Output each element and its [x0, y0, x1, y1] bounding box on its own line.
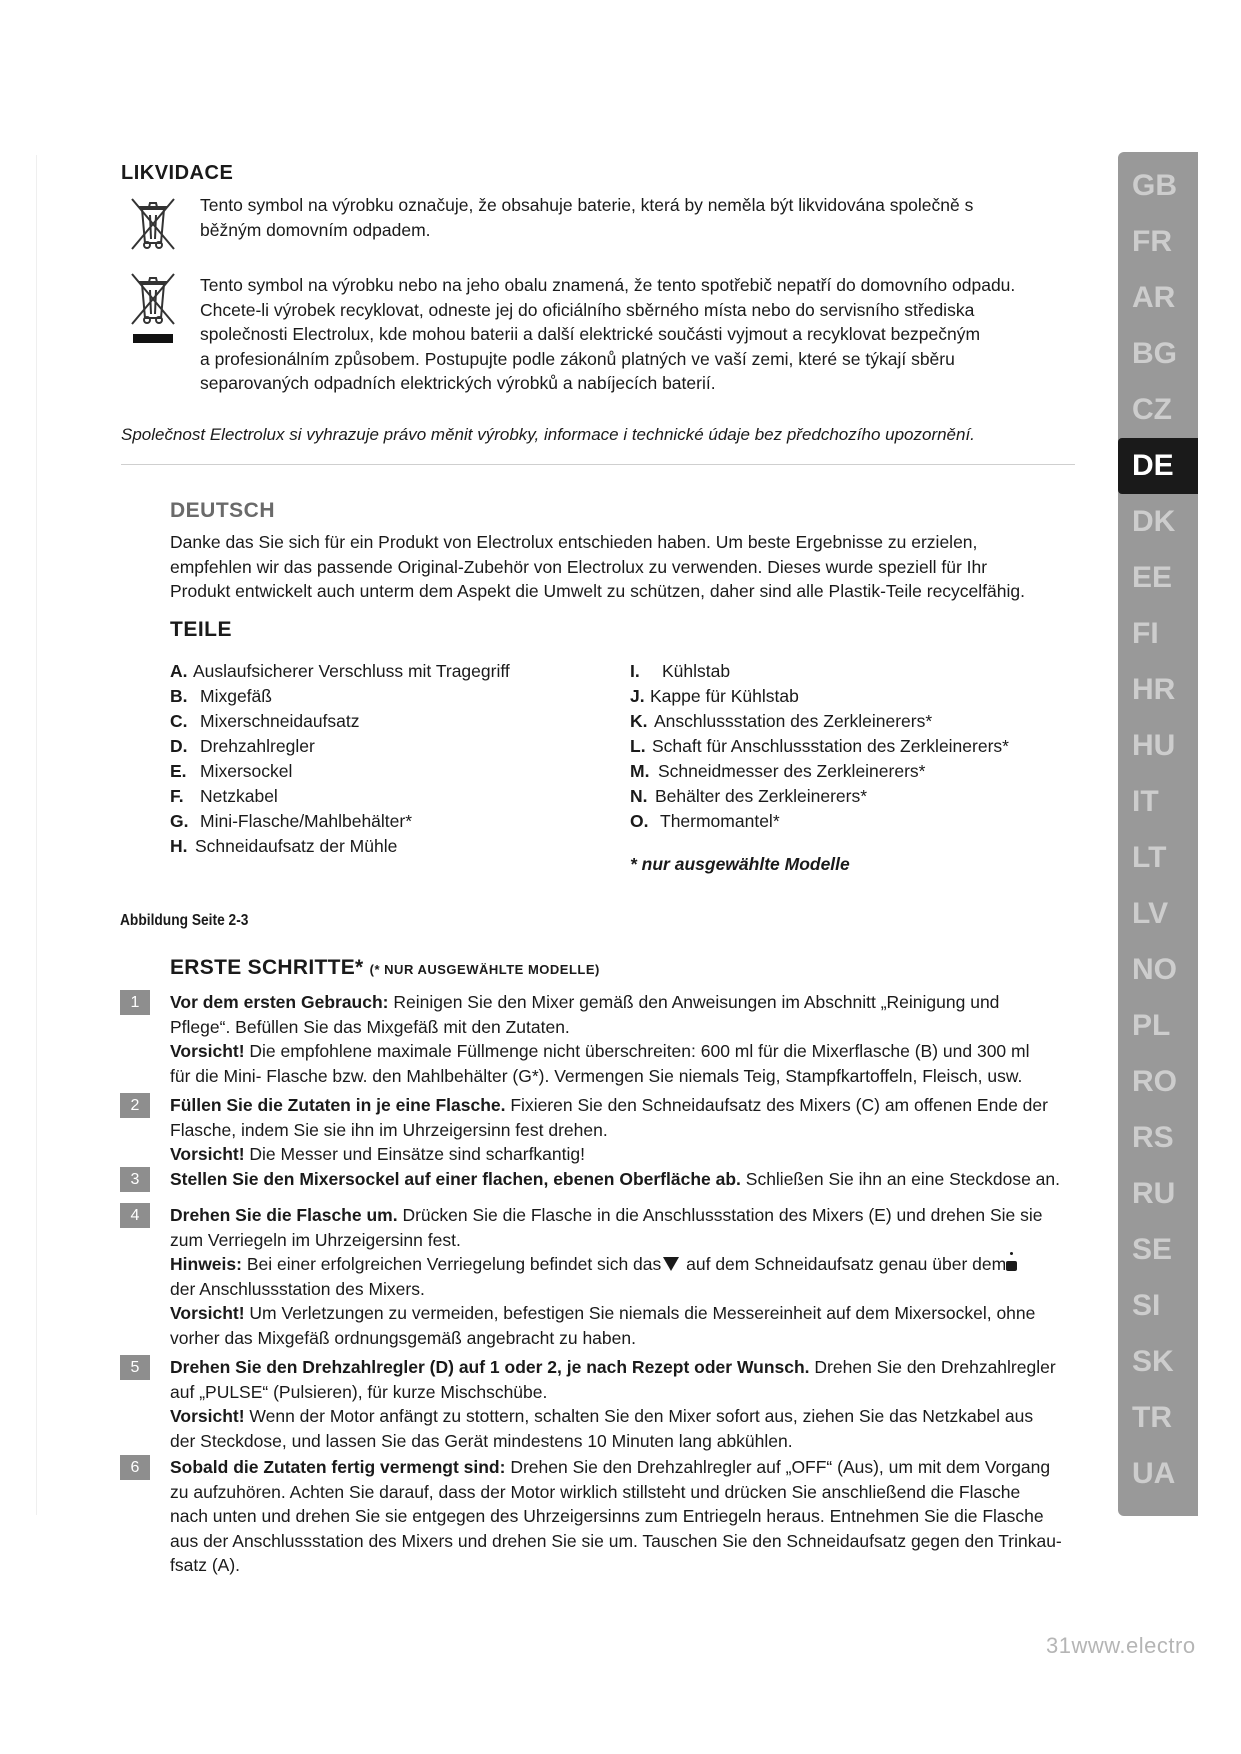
step-text: Füllen Sie die Zutaten in je eine Flasche. Fixieren Sie den Schneidaufsatz des Mixers (C) am offenen Ende der Flasche, indem Sie sie ihn im Uhrzeigersinn fest drehen. Vorsicht! Die Messer und Einsätze sind scharfkantig!: [170, 1095, 1048, 1164]
language-tab-ar[interactable]: AR: [1132, 281, 1176, 314]
step-text: Stellen Sie den Mixersockel auf einer flachen, ebenen Oberfläche ab. Schließen Sie ihn an eine Steckdose an.: [170, 1169, 1060, 1189]
step-text: Drehen Sie den Drehzahlregler (D) auf 1 oder 2, je nach Rezept oder Wunsch. Drehen Sie den Drehzahlregler auf „PULSE“ (Pulsieren), für kurze Mischschübe. Vorsicht! Wenn der Motor anfängt zu stottern, schalten Sie den Mixer sofort aus, ziehen Sie das Netzkabel aus der Steckdose, und lassen Sie das Gerät mindestens 10 Minuten lang abkühlen.: [170, 1357, 1056, 1451]
part-item: N. Behälter des Zerkleinerers*: [630, 786, 868, 806]
section-title-likvidace: LIKVIDACE: [121, 162, 234, 184]
step-text: Drehen Sie die Flasche um. Drücken Sie die Flasche in die Anschlussstation des Mixers (E) und drehen Sie sie zum Verriegeln im Uhrzeigersinn fest. Hinweis: Bei einer erfolgreichen Verriegelung befindet sich das auf dem Schneidaufsatz genau über dem der Anschlussstation des Mixers. Vorsicht! Um Verletzungen zu vermeiden, befestigen Sie niemals die Messereinheit auf dem Mixersockel, ohne vorher das Mixgefäß ordnungsgemäß angebracht zu haben.: [170, 1205, 1043, 1348]
part-item: O. Thermomantel*: [630, 811, 780, 831]
language-tab-ua[interactable]: UA: [1132, 1457, 1176, 1490]
step-number: 1: [120, 990, 150, 1015]
step-number: 2: [120, 1093, 150, 1118]
parts-list-right: [630, 659, 1009, 834]
crossed-bin-icon: [126, 195, 180, 251]
step-number: 3: [120, 1167, 150, 1192]
parts-list-left: [170, 659, 510, 859]
models-note: * nur ausgewählte Modelle: [630, 854, 850, 874]
part-item: J. Kappe für Kühlstab: [630, 686, 799, 706]
step-number: 6: [120, 1455, 150, 1480]
language-tab-si[interactable]: SI: [1132, 1289, 1161, 1322]
language-tab-bg[interactable]: BG: [1132, 337, 1177, 370]
part-item: A. Auslaufsicherer Verschluss mit Tragegriff: [170, 661, 510, 681]
language-tab-sk[interactable]: SK: [1132, 1345, 1174, 1378]
part-item: M. Schneidmesser des Zerkleinerers*: [630, 761, 926, 781]
step-text: Sobald die Zutaten fertig vermengt sind: Drehen Sie den Drehzahlregler auf „OFF“ (Aus), um mit dem Vorgang zu aufzuhören. Achten Sie darauf, dass der Motor wirklich stillsteht und drücken Sie anschließend die Flasche nach unten und drehen Sie sie entgegen des Uhrzeigersinns zum Entriegeln heraus. Entnehmen Sie die Flasche aus der Anschlussstation des Mixers und drehen Sie sie um. Tauschen Sie den Schneidaufsatz gegen den Trinkau- fsatz (A).: [170, 1457, 1062, 1575]
language-tab-fr[interactable]: FR: [1132, 225, 1172, 258]
intro-paragraph: Danke das Sie sich für ein Produkt von Electrolux entschieden haben. Um beste Ergebnisse zu erzielen, empfehlen wir das passende Original-Zubehör von Electrolux zu verwenden. Dieses wurde speziell für Ihr Produkt entwickelt auch unterm dem Aspekt die Umwelt zu schützen, daher sind alle Plastik-Teile recycelfähig.: [170, 532, 1025, 601]
language-tab-cz[interactable]: CZ: [1132, 393, 1172, 426]
step-text: Vor dem ersten Gebrauch: Reinigen Sie den Mixer gemäß den Anweisungen im Abschnitt „Reinigung und Pflege“. Befüllen Sie das Mixgefäß mit den Zutaten. Vorsicht! Die empfohlene maximale Füllmenge nicht überschreiten: 600 ml für die Mixerflasche (B) und 300 ml für die Mini- Flasche bzw. den Mahlbehälter (G*). Vermengen Sie niemals Teig, Stampfkartoffeln, Fleisch, usw.: [170, 992, 1030, 1086]
disposal-text-1: Tento symbol na výrobku označuje, že obsahuje baterie, která by neměla být likvidována společně s běžným domovním odpadem.: [200, 195, 974, 240]
section-title-deutsch: DEUTSCH: [170, 499, 276, 522]
part-item: D. Drehzahlregler: [170, 736, 315, 756]
section-title-erste-schritte: ERSTE SCHRITTE* (* NUR AUSGEWÄHLTE MODELLE): [170, 956, 600, 979]
language-tab-it[interactable]: IT: [1132, 785, 1159, 818]
language-tab-de[interactable]: DE: [1118, 438, 1198, 494]
part-item: F. Netzkabel: [170, 786, 278, 806]
page-margin-line: [36, 155, 37, 1515]
disposal-text-2: Tento symbol na výrobku nebo na jeho obalu znamená, že tento spotřebič nepatří do domovního odpadu. Chcete-li výrobek recyklovat, odneste jej do oficiálního sběrného místa nebo do servisního střediska společnosti Electrolux, kde mohou baterii a další elektrické součásti vyjmout a recyklovat bezpečným a profesionálním způsobem. Postupujte podle zákonů platných ve vaší zemi, které se týkají sběru separovaných odpadních elektrických výrobků a nabíjecích baterií.: [200, 275, 1016, 393]
step-number: 5: [120, 1355, 150, 1380]
part-item: I. Kühlstab: [630, 661, 731, 681]
language-tab-se[interactable]: SE: [1132, 1233, 1173, 1266]
language-tab-gb[interactable]: GB: [1132, 169, 1177, 202]
language-tab-lv[interactable]: LV: [1132, 897, 1169, 930]
language-tab-tr[interactable]: TR: [1132, 1401, 1172, 1434]
language-tab-pl[interactable]: PL: [1132, 1009, 1171, 1042]
part-item: G. Mini-Flasche/Mahlbehälter*: [170, 811, 413, 831]
part-item: K. Anschlussstation des Zerkleinerers*: [630, 711, 933, 731]
language-tab-fi[interactable]: FI: [1132, 617, 1159, 650]
section-title-teile: TEILE: [170, 618, 233, 641]
crossed-bin-bar-icon: [126, 270, 180, 346]
part-item: B. Mixgefäß: [170, 686, 272, 706]
language-tab-lt[interactable]: LT: [1132, 841, 1167, 874]
language-tab-hr[interactable]: HR: [1132, 673, 1176, 706]
language-tab-rs[interactable]: RS: [1132, 1121, 1174, 1154]
step-number: 4: [120, 1203, 150, 1228]
disclaimer-note: Společnost Electrolux si vyhrazuje právo měnit výrobky, informace i technické údaje bez předchozího upozornění.: [121, 425, 975, 444]
part-item: E. Mixersockel: [170, 761, 293, 781]
language-tab-no[interactable]: NO: [1132, 953, 1177, 986]
triangle-marker-icon: [663, 1257, 679, 1271]
page-footer: 31www.electro: [1046, 1633, 1196, 1658]
lock-icon: [1006, 1261, 1017, 1271]
language-tab-hu[interactable]: HU: [1132, 729, 1176, 762]
language-tab-ro[interactable]: RO: [1132, 1065, 1177, 1098]
language-tab-dk[interactable]: DK: [1132, 505, 1176, 538]
figure-reference: Abbildung Seite 2-3: [120, 912, 249, 929]
language-tab-ee[interactable]: EE: [1132, 561, 1173, 594]
part-item: H. Schneidaufsatz der Mühle: [170, 836, 398, 856]
section-divider: [121, 464, 1075, 465]
language-tab-ru[interactable]: RU: [1132, 1177, 1176, 1210]
part-item: C. Mixerschneidaufsatz: [170, 711, 360, 731]
part-item: L. Schaft für Anschlussstation des Zerkleinerers*: [630, 736, 1009, 756]
